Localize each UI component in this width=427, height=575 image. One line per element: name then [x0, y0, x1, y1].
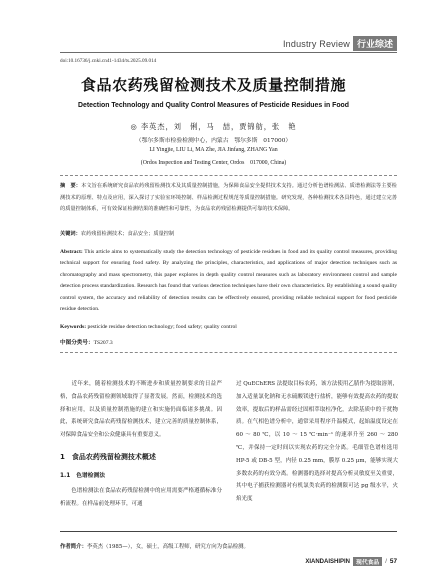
section-1-heading: 1 食品农药残留检测技术概述 — [60, 453, 156, 461]
title-en: Detection Technology and Quality Control Measures of Pesticide Residues in Food — [78, 102, 349, 109]
abstract-cn — [60, 181, 397, 216]
footnote-text: 李英杰（1985—），女，硕士，高级工程师，研究方向为食品检测。 — [86, 544, 249, 551]
abstract-en — [60, 247, 397, 315]
abstract-cn-text: 本文旨在系统研究食品农药残留检测技术及其质量控制措施，为保障食品安全提供技术支持。通过分析色谱检测法、质谱检测法等主要检测技术的原理、特点及应用，深入探讨了实验室环境控制、样品检测过程规范等质量控制措施。研究发现，各种检测技术各具特色，通过建立完善的质量控制体系，可有效保证检测结果的准确性和可靠性，为食品农药残留检测提供可靠的技术保障。 — [60, 183, 397, 213]
header-section-en: Industry Review — [282, 38, 350, 49]
footer-badge: 现代食品 — [353, 557, 382, 566]
intro-paragraph — [60, 378, 222, 442]
footer-separator: / — [385, 558, 387, 565]
abstract-cn-label: 摘 要： — [60, 183, 82, 189]
clc-number — [60, 338, 397, 350]
keywords-cn-label: 关键词： — [60, 231, 81, 237]
page-footer — [305, 557, 397, 566]
authors-en: LI Yingjie, LIU Li, MA Zhe, JIA Jinfang, ZHANG Yan — [149, 147, 278, 153]
section-1-1-text: 色谱检测法在食品农药残留检测中的应用需要严格遵循标准分析流程。在样品前处理环节，可通 — [60, 488, 222, 507]
clc-label: 中图分类号： — [60, 340, 94, 346]
keywords-en-label: Keywords: — [60, 324, 87, 330]
footnote-rule — [60, 531, 397, 532]
author-footnote — [60, 542, 249, 550]
authors-cn: ◎ 李英杰，刘 俐，马 喆，贾锦舫，张 艳 — [130, 122, 297, 131]
footnote-label: 作者简介： — [60, 544, 87, 551]
affiliation-cn: （鄂尔多斯市检验检测中心，内蒙古 鄂尔多斯 017000） — [135, 138, 292, 144]
clc-value: TS207.3 — [93, 340, 113, 346]
affiliation-en: (Ordos Inspection and Testing Center, Ordos 017000, China) — [140, 160, 287, 166]
header-rule — [60, 52, 397, 53]
abstract-en-label: Abstract: — [60, 249, 83, 255]
right-column-paragraph: 过 QuEChERS 法提取目标农药，该方法使用乙腈作为提取溶剂，加入适量氯化钠和无水硫酸镁进行盐析，能够有效提高农药的提取效率，提取后的样品需经过固相萃取柱净化，去除基质中的干扰物质。在气相色谱分析中，通常采用程序升温模式，起始温度设定在 60 ～ 80 ℃，以 10 ～ 15 ℃·min⁻¹ 的速率升至 260 ～ 280 ℃，并保持一定时间以实现农药的完全分离。毛细管色谱柱选用 HP-5 或 DB-5 型，内径 0.25 mm，膜厚 0.25 μm，能够实现大多数农药的有效分离。检测器的选择对提高分析灵敏度至关重要，其中电子捕获检测器对有机氯类农药的检测限可达 pg 级水平，火焰光度 — [236, 381, 398, 503]
keywords-en — [60, 322, 397, 334]
header-section-cn: 行业综述 — [353, 36, 397, 51]
doi: doi:10.16736/j.cnki.cn41-1434/ts.2025.09.014 — [60, 58, 157, 64]
page-number: 57 — [389, 558, 397, 565]
keywords-cn — [60, 229, 397, 241]
footer-site: XIANDAISHIPIN — [305, 558, 351, 565]
section-1-1-paragraph — [60, 485, 222, 511]
keywords-cn-text: 农药残留检测技术；食品安全；质量控制 — [80, 231, 175, 237]
section-1-1-heading: 1.1 色谱检测法 — [60, 473, 106, 479]
keywords-en-text: pesticide residue detection technology; food safety; quality control — [87, 324, 237, 330]
abstract-en-text: This article aims to systematically study the detection technology of pesticide residues in food and its quality control measures, providing technical support for ensuring food safety. By analyzing the principles, characteristics, and applications of major detection techniques such as chromatography and mass spectrometry, this paper explores in depth quality control measures such as laboratory environment control and sample detection process standardization. Research has found that various detection techniques have their own characteristics. By establishing a sound quality control system, the accuracy and reliability of detection results can be effectively ensured, providing reliable technical support for food pesticide residue detection. — [60, 249, 397, 313]
intro-text: 近年来，随着检测技术的不断进步和质量控制要求的日益严格，食品农药残留检测领域取得了显著发展。然而，检测技术的选择和应用，以及质量控制措施的建立和实施仍面临诸多挑战。因此，系统研究食品农药残留检测技术，建立完善的质量控制体系，对保障食品安全和公众健康具有重要意义。 — [60, 381, 222, 439]
running-header — [283, 36, 397, 51]
title-cn: 食品农药残留检测技术及质量控制措施 — [80, 76, 347, 94]
